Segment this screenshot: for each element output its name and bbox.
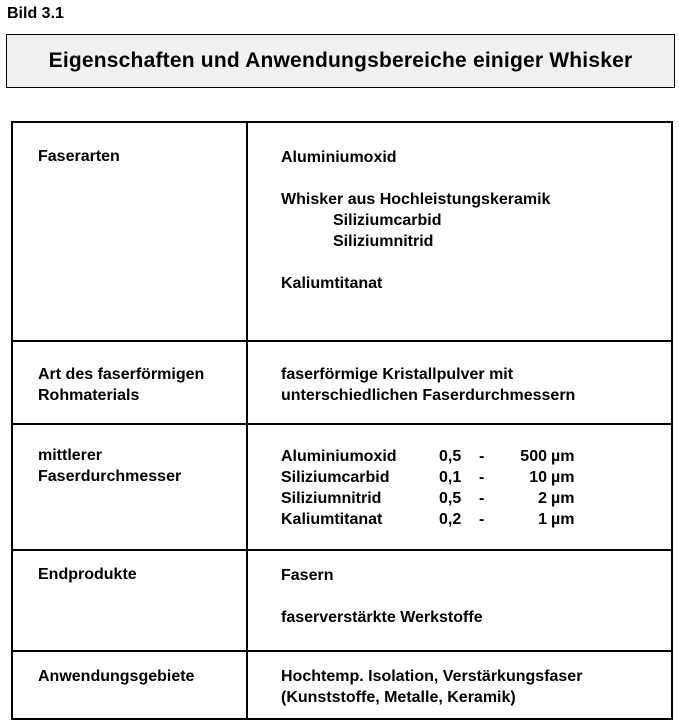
- row-heading-faserarten: [38, 146, 120, 167]
- measurement-row: [281, 446, 574, 467]
- heading-line: mittlerer: [38, 447, 103, 464]
- content-line: Fasern: [281, 567, 334, 584]
- row-content-faserarten: [281, 147, 550, 294]
- diameter-max: 10: [529, 469, 547, 486]
- unit: µm: [551, 490, 575, 507]
- diameter-min: 0,2: [439, 511, 462, 528]
- row-content-anwendungsgebiete: [281, 666, 582, 708]
- figure-label: Bild 3.1: [7, 5, 64, 22]
- content-line: (Kunststoffe, Metalle, Keramik): [281, 689, 516, 706]
- content-line: Aluminiumoxid: [281, 149, 397, 166]
- row-divider: [13, 423, 671, 425]
- heading-line: Art des faserförmigen: [38, 366, 205, 383]
- material-name: Siliziumcarbid: [281, 469, 390, 486]
- title-box: [6, 34, 675, 88]
- page-title: Eigenschaften und Anwendungsbereiche einiger Whisker: [48, 49, 633, 72]
- content-line: Siliziumcarbid: [333, 212, 442, 229]
- row-heading-rohmaterial: [38, 364, 204, 406]
- row-heading-anwendungsgebiete: [38, 666, 194, 687]
- range-dash: -: [479, 511, 485, 528]
- content-line: Kaliumtitanat: [281, 275, 383, 292]
- row-divider: [13, 549, 671, 551]
- heading-line: Endprodukte: [38, 566, 137, 583]
- diameter-min: 0,1: [439, 469, 462, 486]
- content-line: unterschiedlichen Faserdurchmessern: [281, 387, 576, 404]
- row-divider: [13, 340, 671, 342]
- material-name: Aluminiumoxid: [281, 448, 397, 465]
- diameter-max: 2: [538, 490, 547, 507]
- column-divider: [246, 123, 248, 718]
- heading-line: Faserdurchmesser: [38, 468, 182, 485]
- content-line: Whisker aus Hochleistungskeramik: [281, 191, 551, 208]
- diameter-max: 500: [520, 448, 547, 465]
- diameter-min: 0,5: [439, 448, 462, 465]
- range-dash: -: [479, 469, 485, 486]
- unit: µm: [551, 448, 575, 465]
- heading-line: Faserarten: [38, 148, 120, 165]
- diameter-min: 0,5: [439, 490, 462, 507]
- row-heading-faserdurchmesser: [38, 445, 181, 487]
- row-heading-endprodukte: [38, 564, 137, 585]
- diameter-max: 1: [538, 511, 547, 528]
- content-line: Hochtemp. Isolation, Verstärkungsfaser: [281, 668, 583, 685]
- content-line: faserverstärkte Werkstoffe: [281, 609, 483, 626]
- content-line: Siliziumnitrid: [333, 233, 434, 250]
- unit: µm: [551, 511, 575, 528]
- material-name: Kaliumtitanat: [281, 511, 383, 528]
- heading-line: Rohmaterials: [38, 387, 140, 404]
- row-divider: [13, 650, 671, 652]
- content-line: faserförmige Kristallpulver mit: [281, 366, 514, 383]
- unit: µm: [551, 469, 575, 486]
- properties-table: [11, 121, 673, 720]
- measurement-row: [281, 488, 574, 509]
- range-dash: -: [479, 490, 485, 507]
- range-dash: -: [479, 448, 485, 465]
- heading-line: Anwendungsgebiete: [38, 668, 195, 685]
- material-name: Siliziumnitrid: [281, 490, 382, 507]
- measurement-row: [281, 509, 574, 530]
- measurement-row: [281, 467, 574, 488]
- row-content-endprodukte: [281, 565, 483, 628]
- row-content-rohmaterial: [281, 364, 575, 406]
- row-content-faserdurchmesser: [281, 446, 574, 530]
